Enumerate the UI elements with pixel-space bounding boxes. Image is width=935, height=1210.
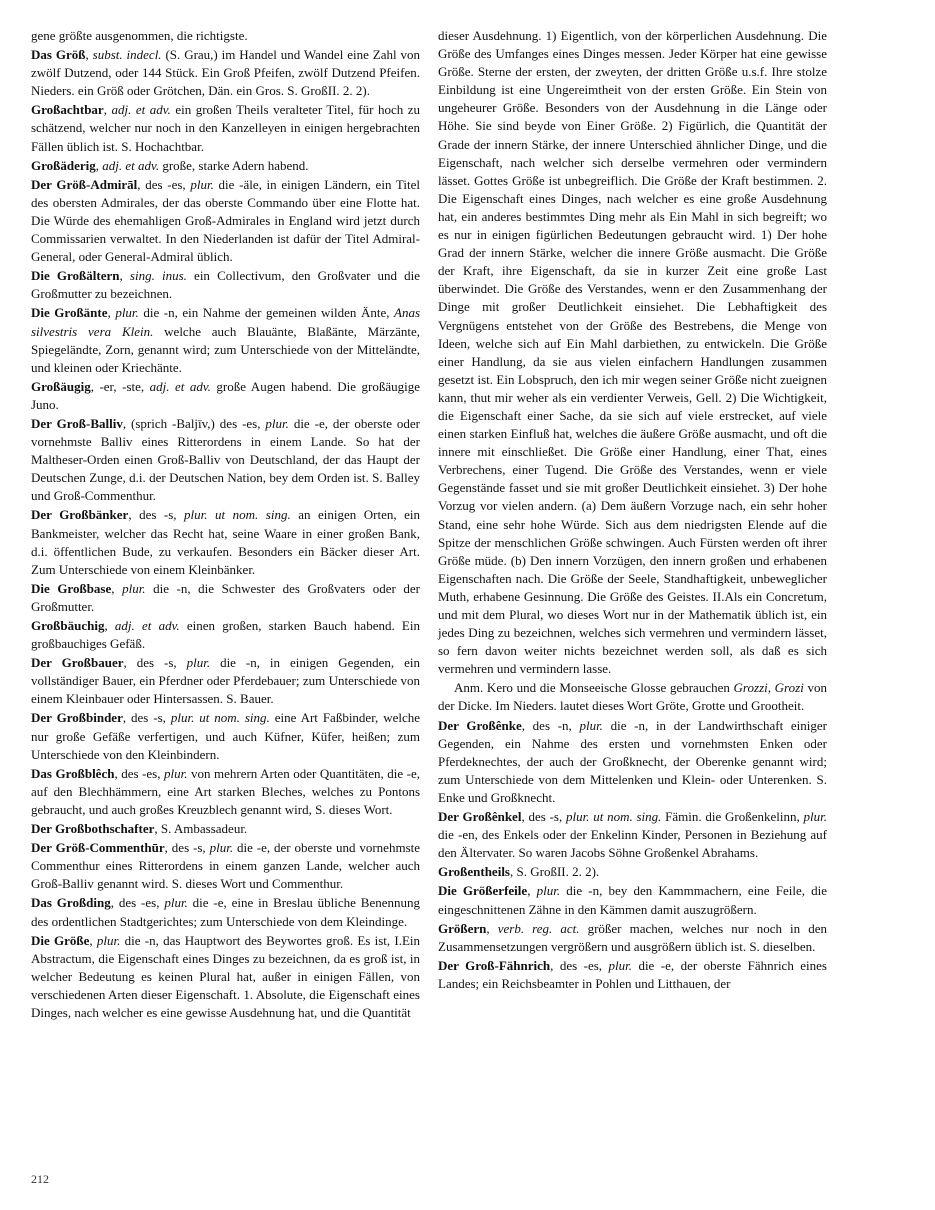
entry-grammar-note: sing. inus. xyxy=(129,268,187,284)
entry-text: , des -s, xyxy=(122,710,171,726)
entry-text: , xyxy=(107,305,116,321)
entry-text: , S. Ambassadeur. xyxy=(154,821,248,837)
entry-grammar-note: plur. xyxy=(163,765,188,781)
entry-text: ein großen Theils veralteter Titel, für hoch zu schätzend, welcher nur noch in den Kanzelleyen in einigen hergebrachten Fällen üblich ist. S. Hochachtbar. xyxy=(31,102,420,154)
entry-text: die -n, in der Landwirthschaft einiger Gegenden, ein Nahme des ersten und vornehmsten Enken oder Pferdeknechtes, der auch der Großknecht, der Oberenke genannt wird; zum Unterschiede von dem Mittelenken und Klein- oder Unterenken. S. Enke und Großknecht. xyxy=(438,717,827,805)
entry-text: große Augen habend. Die großäugige Juno. xyxy=(31,378,420,412)
entry-text: (S. Grau,) im Handel und Wandel eine Zahl von zwölf Dutzend, oder 144 Stück. Ein Groß Pfeifen, zwölf Dutzend Pfeifen. Nieders. ein Größ oder Grötchen, Dän. ein Gros. S. GroßII. 2. 2). xyxy=(31,47,421,99)
dictionary-entry xyxy=(31,894,420,930)
entry-headword: Größern xyxy=(438,920,487,936)
entry-grammar-note: plur. xyxy=(579,717,603,733)
entry-headword: Das Großblêch xyxy=(31,765,115,781)
dictionary-entry xyxy=(31,176,420,266)
dictionary-entry xyxy=(31,304,420,376)
entry-text: , xyxy=(89,932,97,948)
entry-headword: Großäugig xyxy=(31,378,91,394)
entry-text: eine Art Faßbinder, welche nur große Gefäße verfertigen, und auch Küfner, Küfer, heißen; zum Unterschiede von den Kleinbindern. xyxy=(31,710,420,762)
dictionary-entry xyxy=(31,27,420,45)
entry-text: die -n, bey den Kammmachern, eine Feile, die eingeschnittenen Zähne in den Kämmen damit auszugrößern. xyxy=(438,883,828,917)
entry-headword: Die Großänte xyxy=(31,305,108,321)
dictionary-entry xyxy=(438,863,827,881)
entry-grammar-note: plur. ut nom. sing. xyxy=(184,507,291,523)
entry-grammar-note: adj. et adv. xyxy=(114,618,180,633)
dictionary-entry xyxy=(31,506,420,578)
dictionary-entry xyxy=(438,957,827,993)
entry-headword: Der Großênke xyxy=(438,717,522,733)
entry-grammar-note: plur. xyxy=(164,895,188,911)
dictionary-entry xyxy=(438,717,827,807)
entry-grammar-note: verb. reg. act. xyxy=(497,920,580,936)
entry-grammar-note: plur. xyxy=(536,883,561,899)
entry-text: , xyxy=(111,580,123,596)
entry-headword: Der Großbothschafter xyxy=(31,821,155,837)
dictionary-entry xyxy=(31,415,420,505)
entry-headword: Die Großbase xyxy=(31,580,112,596)
entry-headword: Großachtbar xyxy=(31,102,104,118)
entry-text: an einigen Orten, ein Bankmeister, welcher das Recht hat, seine Waare in einer großen Bank, d.i. öffentlichen Bude, zu verkaufen. Besonders ein Bäcker dieser Art. Zum Unterschiede von einem Kleinbänker. xyxy=(31,507,421,577)
entry-text: , des -es, xyxy=(550,957,609,973)
entry-grammar-note: plur. xyxy=(265,415,289,431)
dictionary-entry xyxy=(31,378,420,414)
entry-grammar-note: Anas silvestris vera Klein. xyxy=(31,305,421,339)
entry-text: ein Collectivum, den Großvater und die Großmutter zu bezeichnen. xyxy=(31,268,421,302)
entry-text: die -e, der oberste und vornehmste Commenthur eines Ritterordens in einem ganzen Lande, welcher auch Groß-Balliv genannt wird. S. dieses Wort und Commenthur. xyxy=(31,840,421,892)
entry-text: Fämin. die Großenkelinn, xyxy=(661,809,804,825)
entry-text: die -n, in einigen Gegenden, ein vollständiger Bauer, ein Pferdner oder Pferdebauer; zum Unterschiede von einem Kleinbauer oder Hintersassen. S. Bauer. xyxy=(31,655,421,707)
entry-grammar-note: plur. xyxy=(186,655,211,671)
entry-grammar-note: plur. ut nom. sing. xyxy=(170,710,270,726)
entry-headword: Der Groß-Balliv xyxy=(31,415,123,431)
entry-headword: Der Großbauer xyxy=(31,655,124,671)
entry-text: von der Dicke. Im Nieders. lautet dieses Wort Gröte, Grotte und Grootheit. xyxy=(438,680,827,714)
dictionary-entry xyxy=(438,882,827,918)
entry-grammar-note: subst. indecl. xyxy=(92,47,162,63)
entry-headword: Der Groß-Fähnrich xyxy=(438,957,551,973)
entry-text: , des -es, xyxy=(110,895,165,911)
dictionary-entry xyxy=(31,709,420,763)
dictionary-entry xyxy=(31,267,420,303)
entry-grammar-note: adj. et adv. xyxy=(149,378,211,394)
entry-grammar-note: plur. xyxy=(122,580,146,596)
entry-text: die -en, des Enkels oder der Enkelinn Kinder, Personen in Beziehung auf den Ältervater. So waren Jacobs Söhne Großenkel Abrahams. xyxy=(438,827,827,861)
dictionary-entry xyxy=(31,617,420,653)
entry-text: die -n, ein Nahme der gemeinen wilden Änte, xyxy=(138,305,395,321)
entry-headword: Der Größ-Admirāl xyxy=(31,176,138,192)
entry-text: , des -s, xyxy=(128,507,185,523)
entry-headword: Der Großênkel xyxy=(438,809,522,825)
dictionary-entry xyxy=(438,808,827,862)
entry-grammar-note: Grozzi, Grozi xyxy=(733,680,804,696)
entry-grammar-note: plur. xyxy=(608,957,632,973)
entry-text: von mehrern Arten oder Quantitäten, die -e, auf den Blechhämmern, eine Art starken Bleches, welches zu Pontons gebraucht, und auch großes Kreuzblech genannt wird, S. dieses Wort. xyxy=(31,765,420,817)
entry-headword: Der Großbänker xyxy=(31,507,129,523)
entry-text: welche auch Blauänte, Blaßänte, Märzänte, Spiegeländte, Zorn, genannt wird; zum Unterschiede von der Mitteländte, und kleinen oder Kriechänte. xyxy=(31,323,420,375)
entry-headword: Die Größe xyxy=(31,932,90,948)
entry-text: , des -es, xyxy=(137,176,191,192)
entry-text: , xyxy=(85,47,93,63)
dictionary-entry xyxy=(31,580,420,616)
entry-text: die -n, die Schwester des Großvaters oder der Großmutter. xyxy=(31,580,421,614)
entry-text: einen großen, starken Bauch habend. Ein großbauchiges Gefäß. xyxy=(31,618,420,652)
entry-text: Anm. Kero und die Monseeische Glosse gebrauchen xyxy=(454,680,734,696)
dictionary-entry xyxy=(31,101,420,155)
entry-headword: Der Großbinder xyxy=(31,710,123,726)
entry-text: , -er, -ste, xyxy=(90,378,150,394)
entry-headword: Der Größ-Commenthūr xyxy=(31,840,165,856)
entry-text: größer machen, welches nur noch in den Zusammensetzungen vergrößern und ausgrößern üblich ist. S. dieselben. xyxy=(438,920,828,954)
entry-headword: Großentheils xyxy=(438,864,510,880)
entry-text: die -e, der oberste oder vornehmste Balliv eines Ritterordens in einem Lande. So hat der Maltheser-Orden einen Groß-Balliv von Deutschland, der das Haupt der Deutschen Zunge, d.i. der Deutschen Nation, bey dem Orden ist. S. Balley und Groß-Commenthur. xyxy=(31,415,420,504)
dictionary-entry xyxy=(31,839,420,893)
dictionary-entry xyxy=(31,654,420,708)
entry-grammar-note: adj. et adv. xyxy=(102,157,160,173)
entry-grammar-note: adj. et adv. xyxy=(111,102,171,118)
entry-headword: Das Größ xyxy=(31,47,86,63)
dictionary-entry xyxy=(438,679,827,715)
entry-text: die -äle, in einigen Ländern, ein Titel des obersten Admirales, der das oberste Commando über eine Flotte hat. Die Würde des ehemahligen Groß-Admirales in England wird jetzt durch Commissarien verwaltet. In den Niederlanden ist dafür der Titel Admiral-General, oder General-Admiral üblich. xyxy=(31,176,420,265)
entry-text: dieser Ausdehnung. 1) Eigentlich, von der körperlichen Ausdehnung. Die Größe des Umfanges eines Dinges messen. Jeder Körper hat eine gewisse Größe. Sterne der ersten, der zweyten, der dritten Größe u.s.f. Ihre stolze Einbildung ist eine Ungereimtheit von der ersten Größe. Ein Stein von ungeheurer Größe. Besonders von der Ausdehnung in die Länge oder Höhe. Sie sind beyde von Einer Größe. 2) Figürlich, die Quantität der Grade der innern Stärke, der innere Unterschied ähnlicher Dinge, und die Eigenschaft, nach welcher sich derselbe vermehren oder vermindern lässet. Gottes Größe ist unbegreiflich. Die Größe der Kraft bestimmen. 2. Die Eigenschaft eines Dinges, nach welcher es eine große Ausdehnung hat, ein anderes bestimmtes Ding mehr als Ein Mahl in sich begreift; wo es nur in einigen figürlichen Bedeutungen gebraucht wird. 1) Der hohe Grad der innern Stärke, welcher die innere Größe ausmacht. Die Größe der Kraft, ihre Eigenschaft, da sie in kurzer Zeit eine große Last überwindet. Die Größe des Verstandes, wenn er den Zusammenhang der Dinge mit großer Deutlichkeit einsiehet. Die Lebhaftigkeit des Vergnügens entstehet von der Größe des Bestrebens, die Menge von Ideen, welche sich auf Ein Mahl darbiethen, zu entwickeln. Die Größe einer Handlung, da sie aus vielen einfachern Handlungen zusammen gesetzt ist. Ein Lobspruch, den ich mir wegen seiner Größe nicht zueignen kann, thut mir weher als ein verdienter Verweis, Gell. 2) Die Wichtigkeit, die Eigenschaft einer Sache, da sie sich auf viele erstrecket, auf viele einen starken Einfluß hat, welches die äußere Größe ausmacht, und oft die innere mit einschließet. Die Größe einer Handlung, einer That, eines Verbrechens, einer Tugend. Die Größe des Verstandes, wenn er viele Gegenstände fasset und sie mit großer Deutlichkeit einsiehet. 3) Der hohe Vorzug vor vielen andern. (a) Dem äußern Vorzuge nach, ein sehr hoher Stand, eine sehr hohe Würde. Sich aus dem niedrigsten Elende auf die Spitze der menschlichen Größe schwingen. Auch Fürsten werden oft ihrer Größe müde. (b) Den innern Vorzügen, den innern großen und erhabenen Eigenschaften nach. Die Größe der Seele, Standhaftigkeit, unbeweglicher Muth, erhabene Gesinnung. Die Größe des Geistes. II.Als ein Concretum, und mit dem Plural, wo dieses Wort nur in der Mathematik üblich ist, ein jedes Ding zu bezeichnen, welches sich vermehren und vermindern lässet, so fern davon weiter nichts bezeichnet werden soll, als daß es sich vermehren und vermindern lasse. xyxy=(438,28,827,677)
entry-text: die -e, eine in Breslau übliche Benennung des ordentlichen Stadtgerichtes; zum Unterschiede von dem Kleindinge. xyxy=(31,895,420,929)
entry-grammar-note: plur. xyxy=(96,932,121,948)
entry-text: , xyxy=(119,268,130,284)
entry-headword: Die Größerfeile xyxy=(438,883,528,899)
dictionary-entry xyxy=(438,27,827,678)
entry-grammar-note: plur. xyxy=(190,176,214,192)
entry-headword: Das Großding xyxy=(31,895,111,911)
entry-text: , (sprich -Baljīv,) des -es, xyxy=(122,415,266,431)
dictionary-entry xyxy=(31,157,420,175)
entry-headword: Großbäuchig xyxy=(31,618,105,633)
entry-text: die -n, das Hauptwort des Beywortes groß. Es ist, I.Ein Abstractum, die Eigenschaft eines Dinges zu bezeichnen, da es groß ist, in welcher Bedeutung es keinen Plural hat, außer in einigen Fällen, von verschiedenen Arten dieser Eigenschaft. 1. Absolute, die Eigenschaft eines Dinges, nach welcher es eine gewisse Ausdehnung hat, und die Quantität xyxy=(31,932,421,1020)
entry-text: , des -n, xyxy=(521,717,580,733)
entry-text: , des -s, xyxy=(123,655,187,671)
entry-headword: Die Großältern xyxy=(31,268,120,284)
entry-text: , xyxy=(103,102,112,118)
entry-text: , S. GroßII. 2. 2). xyxy=(510,864,600,880)
page-number: 212 xyxy=(31,1172,49,1186)
entry-text: große, starke Adern habend. xyxy=(159,157,309,173)
dictionary-entry xyxy=(31,765,420,819)
entry-text: , xyxy=(486,920,498,936)
entry-grammar-note: plur. xyxy=(209,840,234,856)
entry-text: , des -es, xyxy=(114,765,164,781)
dictionary-entry xyxy=(438,920,827,956)
dictionary-entry xyxy=(31,820,420,838)
dictionary-entry xyxy=(31,46,420,100)
entry-text: , des -s, xyxy=(164,840,210,856)
entry-text: , xyxy=(527,883,537,899)
entry-text: gene größte ausgenommen, die richtigste. xyxy=(31,28,248,43)
entry-grammar-note: plur. ut nom. sing. xyxy=(565,809,662,825)
entry-headword: Großäderig xyxy=(31,157,96,173)
left-column xyxy=(31,27,420,1023)
entry-grammar-note: plur. xyxy=(115,305,139,321)
dictionary-entry xyxy=(31,932,420,1022)
entry-text: die -e, der oberste Fähnrich eines Landes; ein Reichsbeamter in Pohlen und Litthauen, der xyxy=(438,957,827,991)
entry-text: , des -s, xyxy=(521,809,566,825)
right-column xyxy=(438,27,827,994)
entry-grammar-note: plur. xyxy=(803,809,828,825)
entry-text: , xyxy=(95,157,103,173)
entry-text: , xyxy=(104,618,115,633)
